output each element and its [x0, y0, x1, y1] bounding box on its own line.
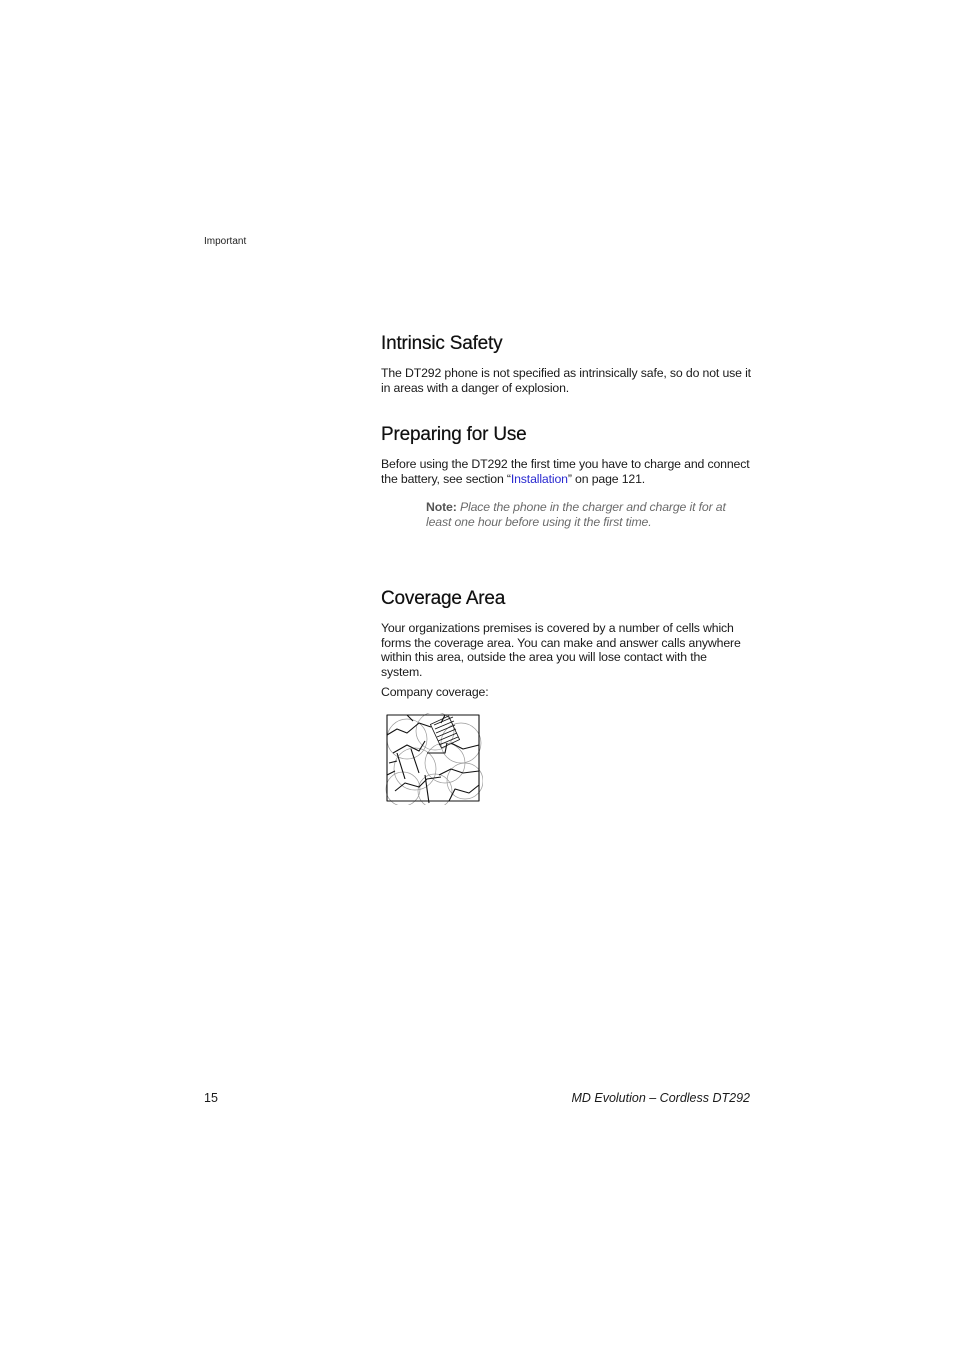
- paragraph-coverage-area: Your organizations premises is covered by a number of cells which forms the coverage area. You can make and answer calls anywhere within this area, outside the area you will lose contact with the system.: [381, 621, 741, 679]
- heading-coverage-area: Coverage Area: [381, 588, 506, 609]
- installation-link[interactable]: Installation: [510, 471, 568, 486]
- note-label: Note:: [426, 500, 457, 515]
- paragraph-preparing-for-use: [381, 457, 751, 486]
- page-number: 15: [204, 1091, 218, 1105]
- coverage-map-icon: [385, 713, 483, 805]
- paragraph-text-before-link: Before using the DT292 the first time you have to charge and connect the battery, see section “: [381, 457, 750, 486]
- note-box: [426, 500, 746, 529]
- figure-caption: Company coverage:: [381, 685, 489, 700]
- running-header: Important: [204, 236, 247, 247]
- paragraph-text-after-link: ” on page 121.: [567, 471, 646, 486]
- coverage-map-figure: [385, 713, 483, 805]
- document-title: MD Evolution – Cordless DT292: [571, 1091, 750, 1105]
- note-text: Place the phone in the charger and charge it for at least one hour before using it the first time.: [426, 500, 726, 529]
- heading-intrinsic-safety: Intrinsic Safety: [381, 333, 503, 354]
- section-preparing-for-use: [381, 424, 751, 529]
- section-intrinsic-safety: [381, 333, 751, 395]
- heading-preparing-for-use: Preparing for Use: [381, 424, 527, 445]
- section-coverage-area: [381, 588, 751, 805]
- paragraph-intrinsic-safety: The DT292 phone is not specified as intrinsically safe, so do not use it in areas with a danger of explosion.: [381, 366, 751, 395]
